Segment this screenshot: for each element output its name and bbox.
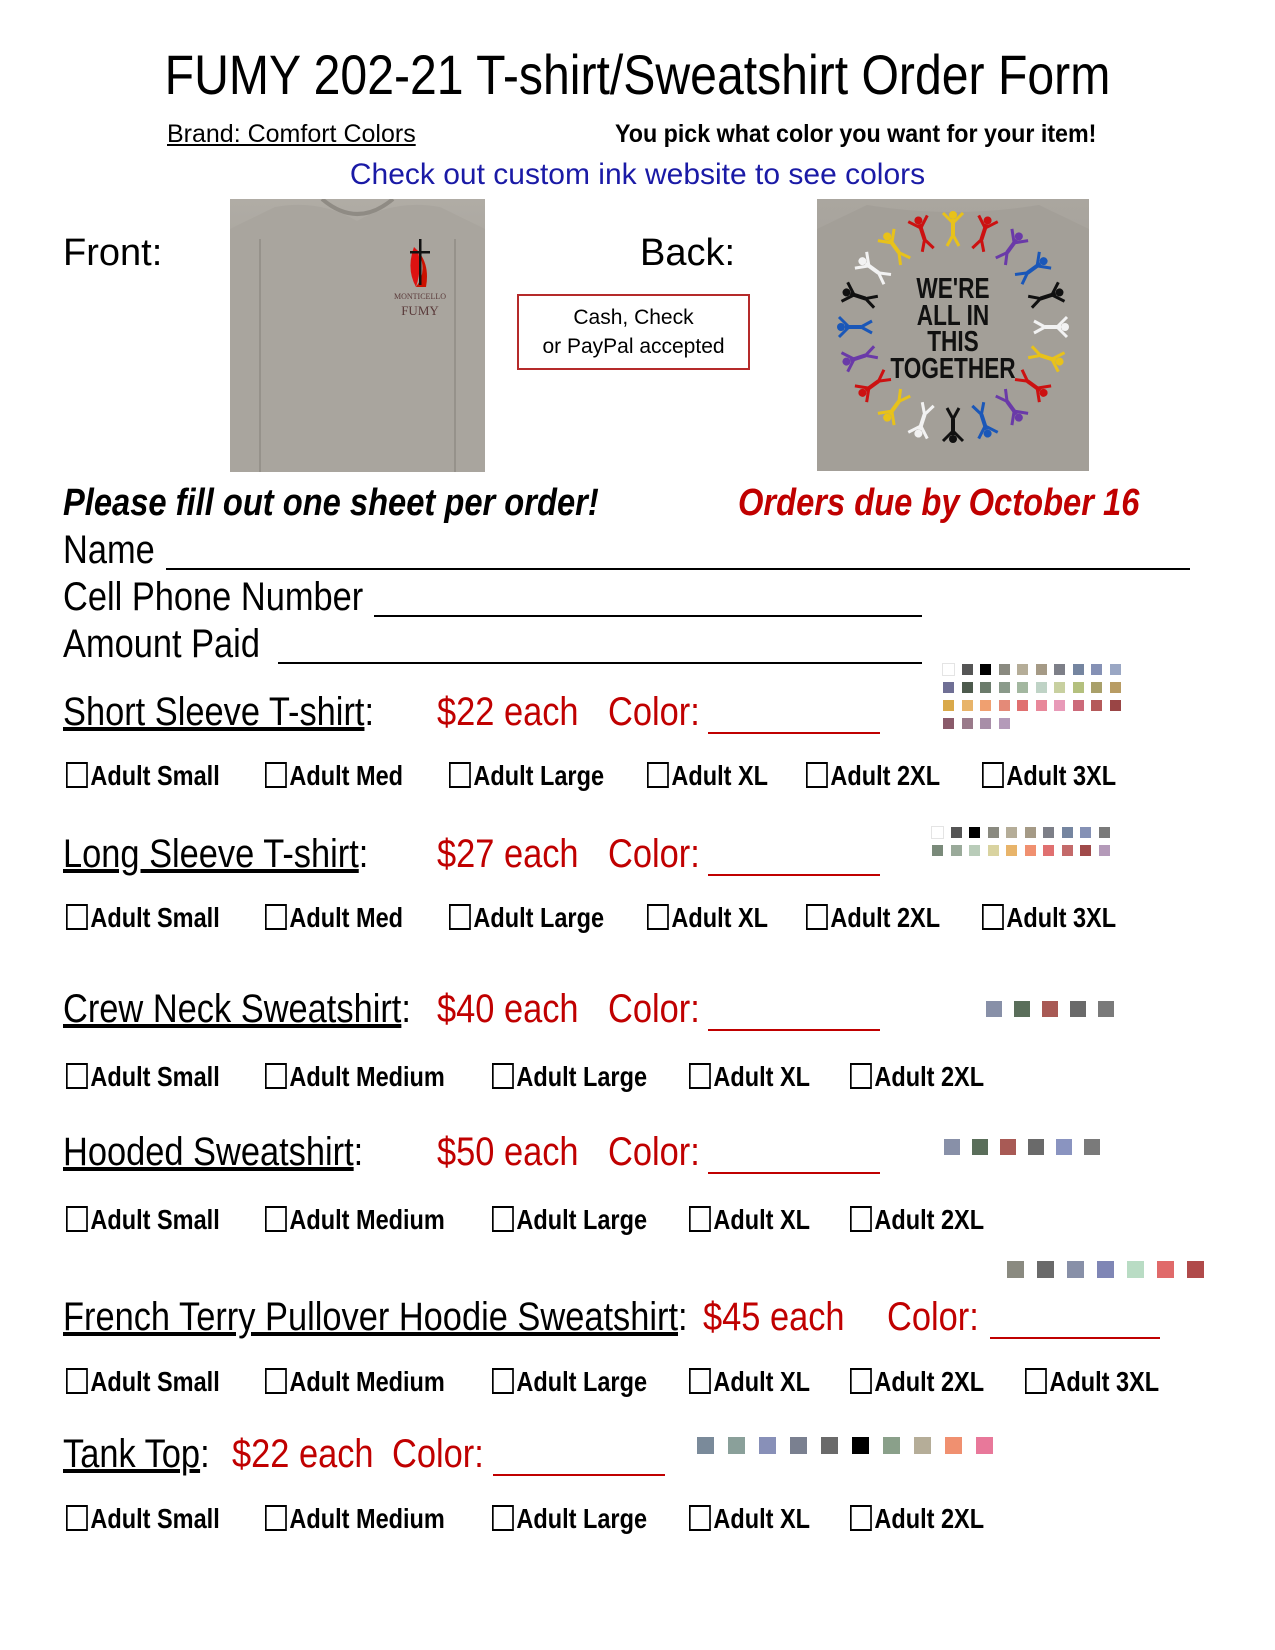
size-checkbox[interactable] xyxy=(850,1063,872,1089)
custom-ink-note: Check out custom ink website to see colors xyxy=(349,158,926,191)
color-label: Color: xyxy=(608,690,700,734)
size-checkbox[interactable] xyxy=(265,1063,287,1089)
size-option[interactable] xyxy=(850,1503,984,1535)
size-option-label: Adult Small xyxy=(90,1366,220,1397)
color-swatch xyxy=(1070,1001,1086,1017)
size-option-label: Adult Medium xyxy=(289,1366,445,1397)
color-input-line[interactable] xyxy=(708,1029,880,1031)
size-option-label: Adult Large xyxy=(516,1366,648,1397)
fill-out-note: Please fill out one sheet per order! xyxy=(63,482,599,524)
section-price: $40 each xyxy=(437,987,579,1031)
size-option[interactable] xyxy=(449,902,604,934)
back-label: Back: xyxy=(640,232,736,274)
color-swatch xyxy=(1067,1261,1084,1278)
color-swatch xyxy=(1187,1261,1204,1278)
color-swatch xyxy=(1007,1261,1024,1278)
size-checkbox[interactable] xyxy=(66,1206,88,1232)
section-price: $50 each xyxy=(437,1130,579,1174)
due-date-note: Orders due by October 16 xyxy=(738,482,1140,524)
size-checkbox[interactable] xyxy=(449,762,471,788)
size-checkbox[interactable] xyxy=(492,1505,514,1531)
color-swatch xyxy=(1036,682,1047,693)
size-option[interactable] xyxy=(449,760,604,792)
size-option[interactable] xyxy=(850,1061,984,1093)
color-swatch xyxy=(980,682,991,693)
color-swatch xyxy=(1098,1001,1114,1017)
section-title-text: Hooded Sweatshirt xyxy=(63,1130,354,1174)
pick-color-note: You pick what color you want for your item! xyxy=(615,120,1097,148)
size-option-label: Adult Med xyxy=(289,760,404,791)
size-option-label: Adult Large xyxy=(473,902,605,933)
section-title-colon: : xyxy=(353,1130,364,1174)
size-option-label: Adult Small xyxy=(90,1503,220,1534)
color-swatch xyxy=(914,1437,931,1454)
size-option-label: Adult Medium xyxy=(289,1061,445,1092)
color-swatch xyxy=(976,1437,993,1454)
section-title-colon: : xyxy=(358,832,369,876)
color-swatch xyxy=(1062,827,1073,838)
size-option[interactable] xyxy=(689,1503,810,1535)
color-swatch xyxy=(999,682,1010,693)
color-swatch xyxy=(790,1437,807,1454)
color-swatch xyxy=(962,700,973,711)
color-swatch xyxy=(944,1139,960,1155)
size-option[interactable] xyxy=(806,902,940,934)
color-swatch xyxy=(1099,827,1110,838)
color-swatch xyxy=(972,1139,988,1155)
color-swatch xyxy=(1056,1139,1072,1155)
color-swatch xyxy=(943,664,954,675)
size-checkbox[interactable] xyxy=(1025,1368,1047,1394)
size-option-label: Adult Medium xyxy=(289,1503,445,1534)
color-swatch xyxy=(962,718,973,729)
size-option[interactable] xyxy=(850,1204,984,1236)
size-option-label: Adult Large xyxy=(516,1204,648,1235)
section-title xyxy=(63,832,368,877)
color-swatch xyxy=(980,700,991,711)
brand-line: Brand: Comfort Colors xyxy=(167,120,416,148)
size-option-label: Adult XL xyxy=(713,1366,811,1397)
color-swatch xyxy=(1043,845,1054,856)
color-swatch xyxy=(980,664,991,675)
size-checkbox[interactable] xyxy=(265,1505,287,1531)
front-label: Front: xyxy=(63,232,163,274)
size-checkbox[interactable] xyxy=(492,1063,514,1089)
color-swatch xyxy=(1073,682,1084,693)
size-checkbox[interactable] xyxy=(492,1206,514,1232)
back-shirt-image xyxy=(817,199,1089,471)
color-swatch xyxy=(1084,1139,1100,1155)
color-swatch xyxy=(1017,664,1028,675)
size-option-label: Adult 2XL xyxy=(874,1061,985,1092)
color-swatch xyxy=(932,845,943,856)
size-checkbox[interactable] xyxy=(806,762,828,788)
size-checkbox[interactable] xyxy=(265,904,287,930)
size-checkbox[interactable] xyxy=(850,1368,872,1394)
size-checkbox[interactable] xyxy=(806,904,828,930)
size-option[interactable] xyxy=(66,1204,220,1236)
color-swatch xyxy=(1006,845,1017,856)
size-option[interactable] xyxy=(982,902,1116,934)
section-price: $22 each xyxy=(232,1432,374,1476)
amount-paid-label: Amount Paid xyxy=(63,622,260,666)
phone-line[interactable] xyxy=(374,615,922,617)
color-swatch xyxy=(1080,827,1091,838)
color-swatch xyxy=(1036,700,1047,711)
size-option[interactable] xyxy=(689,1204,810,1236)
amount-paid-line[interactable] xyxy=(278,662,922,664)
section-price: $45 each xyxy=(703,1295,845,1339)
size-checkbox[interactable] xyxy=(66,762,88,788)
color-swatch xyxy=(1091,664,1102,675)
back-text-line4: TOGETHER xyxy=(890,351,1016,385)
color-swatch xyxy=(932,827,943,838)
payment-methods-box xyxy=(517,294,750,370)
color-swatch xyxy=(1110,700,1121,711)
size-option[interactable] xyxy=(850,1366,984,1398)
color-swatch xyxy=(1054,682,1065,693)
section-title xyxy=(63,1432,210,1477)
section-title xyxy=(63,987,411,1032)
size-option-label: Adult Small xyxy=(90,760,220,791)
name-label: Name xyxy=(63,528,155,572)
size-checkbox[interactable] xyxy=(265,1206,287,1232)
color-label: Color: xyxy=(608,1130,700,1174)
back-shirt-graphic xyxy=(817,199,1089,471)
color-swatch xyxy=(999,718,1010,729)
size-checkbox[interactable] xyxy=(850,1505,872,1531)
color-swatch xyxy=(1080,845,1091,856)
size-option[interactable] xyxy=(689,1061,810,1093)
size-option-label: Adult 2XL xyxy=(830,760,941,791)
size-checkbox[interactable] xyxy=(449,904,471,930)
size-checkbox[interactable] xyxy=(66,1063,88,1089)
color-input-line[interactable] xyxy=(990,1337,1160,1339)
color-swatch xyxy=(951,845,962,856)
size-checkbox[interactable] xyxy=(689,1206,711,1232)
color-label: Color: xyxy=(608,987,700,1031)
color-input-line[interactable] xyxy=(708,732,880,734)
back-text-line1: WE'RE xyxy=(916,271,990,305)
size-option[interactable] xyxy=(66,1061,220,1093)
color-swatch xyxy=(1025,845,1036,856)
size-option-label: Adult 2XL xyxy=(830,902,941,933)
size-option-label: Adult Large xyxy=(516,1503,648,1534)
color-swatch xyxy=(1014,1001,1030,1017)
size-checkbox[interactable] xyxy=(850,1206,872,1232)
section-title-colon: : xyxy=(678,1295,688,1339)
size-option[interactable] xyxy=(492,1503,647,1535)
size-option-label: Adult XL xyxy=(713,1204,811,1235)
size-checkbox[interactable] xyxy=(689,1063,711,1089)
size-checkbox[interactable] xyxy=(492,1368,514,1394)
size-option-label: Adult XL xyxy=(671,902,769,933)
size-option[interactable] xyxy=(492,1204,647,1236)
color-swatch xyxy=(951,827,962,838)
section-title xyxy=(63,690,374,735)
size-checkbox[interactable] xyxy=(66,1505,88,1531)
size-option-label: Adult Med xyxy=(289,902,404,933)
size-option-label: Adult XL xyxy=(713,1061,811,1092)
color-swatch xyxy=(1099,845,1110,856)
back-text-line3: THIS xyxy=(927,324,979,358)
section-title-colon: : xyxy=(364,690,375,734)
color-swatch xyxy=(943,682,954,693)
color-swatch xyxy=(1062,845,1073,856)
size-checkbox[interactable] xyxy=(265,1368,287,1394)
size-option[interactable] xyxy=(66,1366,220,1398)
size-option[interactable] xyxy=(265,902,403,934)
color-swatch xyxy=(969,827,980,838)
color-swatch xyxy=(759,1437,776,1454)
name-line[interactable] xyxy=(166,568,1190,570)
color-swatch xyxy=(1073,664,1084,675)
payment-line2: or PayPal accepted xyxy=(542,335,725,358)
color-swatch xyxy=(999,700,1010,711)
color-swatch xyxy=(943,700,954,711)
phone-label: Cell Phone Number xyxy=(63,575,364,619)
front-shirt-graphic xyxy=(230,199,485,472)
section-title xyxy=(63,1295,688,1340)
color-swatch xyxy=(1091,700,1102,711)
color-swatch xyxy=(1097,1261,1114,1278)
color-swatch xyxy=(1110,664,1121,675)
size-checkbox[interactable] xyxy=(66,1368,88,1394)
color-swatch xyxy=(962,664,973,675)
color-swatch xyxy=(1127,1261,1144,1278)
size-option-label: Adult Small xyxy=(90,1061,220,1092)
size-checkbox[interactable] xyxy=(982,762,1004,788)
size-option[interactable] xyxy=(265,1061,445,1093)
size-option[interactable] xyxy=(66,1503,220,1535)
color-input-line[interactable] xyxy=(708,1172,880,1174)
color-swatch xyxy=(1091,682,1102,693)
size-option-label: Adult 2XL xyxy=(874,1366,985,1397)
size-option[interactable] xyxy=(492,1366,647,1398)
size-checkbox[interactable] xyxy=(689,1368,711,1394)
section-title xyxy=(63,1130,363,1175)
color-swatch xyxy=(1036,664,1047,675)
color-label: Color: xyxy=(608,832,700,876)
section-title-colon: : xyxy=(200,1432,210,1476)
payment-line1: Cash, Check xyxy=(573,306,694,329)
front-shirt-image xyxy=(230,199,485,472)
section-price: $27 each xyxy=(437,832,579,876)
size-checkbox[interactable] xyxy=(66,904,88,930)
color-swatch xyxy=(697,1437,714,1454)
color-swatch xyxy=(986,1001,1002,1017)
size-option[interactable] xyxy=(265,1366,445,1398)
size-option-label: Adult XL xyxy=(713,1503,811,1534)
size-checkbox[interactable] xyxy=(689,1505,711,1531)
color-swatch xyxy=(1006,827,1017,838)
size-option[interactable] xyxy=(265,1204,445,1236)
size-option-label: Adult Large xyxy=(516,1061,648,1092)
section-title-text: Crew Neck Sweatshirt xyxy=(63,987,402,1031)
color-swatch xyxy=(999,664,1010,675)
size-option-label: Adult 3XL xyxy=(1006,760,1117,791)
color-label: Color: xyxy=(392,1432,484,1476)
section-title-text: Short Sleeve T-shirt xyxy=(63,690,365,734)
color-input-line[interactable] xyxy=(708,874,880,876)
front-logo-line2: FUMY xyxy=(401,303,439,318)
size-option-label: Adult 2XL xyxy=(874,1204,985,1235)
color-swatch xyxy=(1110,682,1121,693)
color-swatch xyxy=(945,1437,962,1454)
size-option[interactable] xyxy=(265,1503,445,1535)
color-swatch xyxy=(962,682,973,693)
size-option[interactable] xyxy=(66,760,220,792)
size-option-label: Adult Small xyxy=(90,1204,220,1235)
color-swatch xyxy=(980,718,991,729)
color-swatch xyxy=(1025,827,1036,838)
front-logo-line1: MONTICELLO xyxy=(394,292,446,301)
color-swatch xyxy=(1037,1261,1054,1278)
section-title-text: Tank Top xyxy=(63,1432,201,1476)
size-option-label: Adult 3XL xyxy=(1006,902,1117,933)
color-swatch xyxy=(1043,827,1054,838)
section-price: $22 each xyxy=(437,690,579,734)
section-title-text: Long Sleeve T-shirt xyxy=(63,832,359,876)
size-option-label: Adult Medium xyxy=(289,1204,445,1235)
size-option[interactable] xyxy=(1025,1366,1159,1398)
size-option-label: Adult XL xyxy=(671,760,769,791)
color-swatch xyxy=(1000,1139,1016,1155)
size-checkbox[interactable] xyxy=(647,762,669,788)
color-input-line[interactable] xyxy=(493,1474,665,1476)
section-title-text: French Terry Pullover Hoodie Sweatshirt xyxy=(63,1295,679,1339)
size-option[interactable] xyxy=(265,760,403,792)
color-swatch xyxy=(969,845,980,856)
color-swatch xyxy=(943,718,954,729)
color-swatch xyxy=(821,1437,838,1454)
color-swatch xyxy=(988,827,999,838)
color-swatch xyxy=(1054,700,1065,711)
size-option-label: Adult 3XL xyxy=(1049,1366,1160,1397)
color-swatch xyxy=(728,1437,745,1454)
color-swatch xyxy=(1028,1139,1044,1155)
size-option[interactable] xyxy=(492,1061,647,1093)
color-swatch xyxy=(1157,1261,1174,1278)
color-swatch xyxy=(1042,1001,1058,1017)
back-text-line2: ALL IN xyxy=(916,298,990,332)
color-swatch xyxy=(1017,700,1028,711)
color-swatch xyxy=(988,845,999,856)
size-checkbox[interactable] xyxy=(982,904,1004,930)
section-title-colon: : xyxy=(401,987,411,1031)
size-option[interactable] xyxy=(66,902,220,934)
color-label: Color: xyxy=(887,1295,979,1339)
color-swatch xyxy=(852,1437,869,1454)
page-title: FUMY 202-21 T-shirt/Sweatshirt Order Form xyxy=(164,43,1111,106)
color-swatch xyxy=(1073,700,1084,711)
size-option[interactable] xyxy=(806,760,940,792)
size-option[interactable] xyxy=(647,760,768,792)
color-swatch xyxy=(1017,682,1028,693)
color-swatch xyxy=(1054,664,1065,675)
size-option-label: Adult 2XL xyxy=(874,1503,985,1534)
size-checkbox[interactable] xyxy=(647,904,669,930)
size-checkbox[interactable] xyxy=(265,762,287,788)
size-option[interactable] xyxy=(647,902,768,934)
size-option[interactable] xyxy=(689,1366,810,1398)
size-option-label: Adult Small xyxy=(90,902,220,933)
size-option-label: Adult Large xyxy=(473,760,605,791)
color-swatch xyxy=(883,1437,900,1454)
size-option[interactable] xyxy=(982,760,1116,792)
